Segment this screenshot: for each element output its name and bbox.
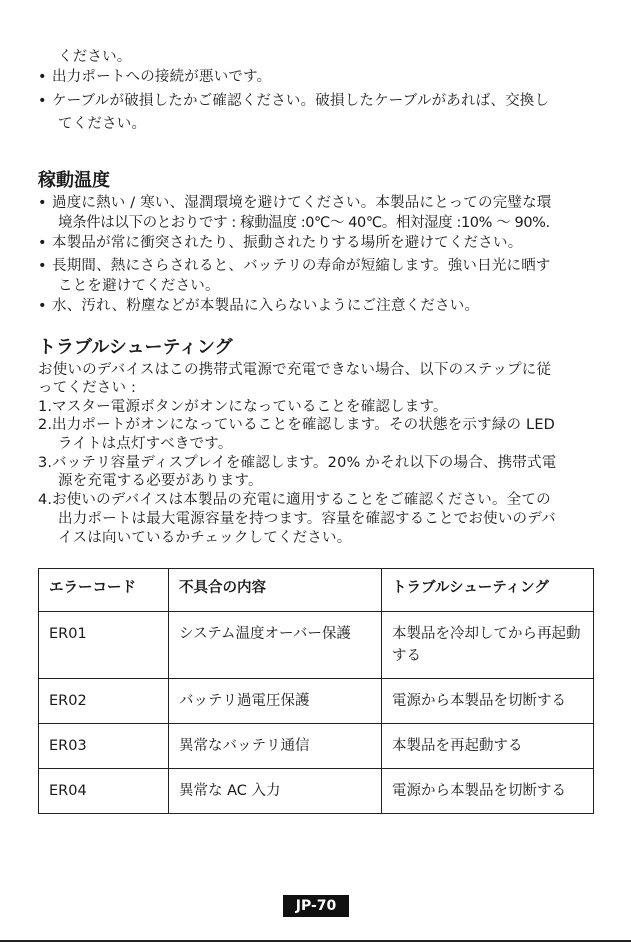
step-4-line-2: 出力ポートは最大電源容量を持つます。容量を確認することでお使いのデバ — [58, 511, 556, 527]
error-code-table — [38, 568, 594, 814]
table-header-row — [39, 569, 594, 612]
bullet-icon: • — [38, 298, 47, 314]
error-code-cell: ER03 — [39, 724, 169, 769]
bullet-icon: • — [38, 258, 47, 274]
problem-cell: バッテリ過電圧保護 — [169, 679, 382, 724]
temp-item-3-line-1: 長期間、熱にさらされると、バッテリの寿命が短縮します。強い日光に晒す — [52, 258, 551, 274]
problem-cell: 異常な AC 入力 — [169, 769, 382, 814]
intro-item-2-line-1: ケーブルが破損したかご確認ください。破損したケーブルがあれば、交換し — [52, 93, 550, 109]
step-number: 1. — [38, 399, 53, 415]
solution-cell: 本製品を再起動する — [382, 724, 594, 769]
intro-item-1: 出力ポートへの接続が悪いです。 — [52, 69, 272, 85]
error-code-cell: ER04 — [39, 769, 169, 814]
table-row — [39, 679, 594, 724]
page-number: JP-70 — [283, 895, 349, 917]
step-1: マスター電源ボタンがオンになっていることを確認します。 — [52, 399, 448, 415]
step-number: 4. — [38, 492, 53, 508]
section-title-troubleshooting: トラブルシューティング — [38, 337, 233, 358]
header-problem: 不具合の内容 — [169, 569, 382, 612]
temp-item-4: 水、汚れ、粉塵などが本製品に入らないようにご注意ください。 — [52, 298, 480, 314]
troubleshooting-intro-line-2: ってください : — [38, 380, 137, 396]
temp-item-2: 本製品が常に衝突されたり、振動されたりする場所を避けてください。 — [52, 235, 523, 251]
error-code-cell: ER01 — [39, 612, 169, 679]
header-error-code: エラーコード — [39, 569, 169, 612]
solution-cell: 電源から本製品を切断する — [382, 679, 594, 724]
temp-item-3-line-2: ことを避けてください。 — [58, 278, 220, 294]
bullet-icon: • — [38, 69, 47, 85]
step-4-line-3: イスは向いているかチェックしてください。 — [58, 530, 352, 546]
problem-cell: 異常なバッテリ通信 — [169, 724, 382, 769]
intro-continuation: ください。 — [58, 49, 132, 65]
step-3-line-1: バッテリ容量ディスプレイを確認します。20% かそれ以下の場合、携帯式電 — [52, 455, 557, 471]
step-3-line-2: 源を充電する必要があります。 — [58, 473, 263, 489]
step-2-line-2: ライトは点灯すべきです。 — [58, 436, 233, 452]
table-row — [39, 612, 594, 679]
solution-cell: 本製品を冷却してから再起動する — [382, 612, 594, 679]
header-troubleshooting: トラブルシューティング — [382, 569, 594, 612]
step-2-line-1: 出力ポートがオンになっていることを確認します。その状態を示す緑の LED — [52, 417, 556, 433]
intro-item-2-line-2: てください。 — [58, 116, 147, 132]
bullet-icon: • — [38, 235, 47, 251]
table-row — [39, 724, 594, 769]
bottom-divider — [0, 940, 631, 942]
step-number: 2. — [38, 417, 53, 433]
troubleshooting-intro-line-1: お使いのデバイスはこの携帯式電源で充電できない場合、以下のステップに従 — [38, 362, 552, 378]
table-row — [39, 769, 594, 814]
error-code-cell: ER02 — [39, 679, 169, 724]
section-title-operating-temp: 稼動温度 — [38, 170, 110, 191]
temp-item-1-line-1: 過度に熱い / 寒い、湿潤環境を避けてください。本製品にとっての完璧な環 — [52, 195, 552, 211]
step-number: 3. — [38, 455, 53, 471]
solution-cell: 電源から本製品を切断する — [382, 769, 594, 814]
problem-cell: システム温度オーバー保護 — [169, 612, 382, 679]
step-4-line-1: お使いのデバイスは本製品の充電に適用することをご確認ください。全ての — [52, 492, 551, 508]
bullet-icon: • — [38, 195, 47, 211]
bullet-icon: • — [38, 93, 47, 109]
temp-item-1-line-2: 境条件は以下のとおりです : 稼動温度 :0℃～ 40℃。相対湿度 :10% ～ 90%. — [58, 215, 550, 231]
